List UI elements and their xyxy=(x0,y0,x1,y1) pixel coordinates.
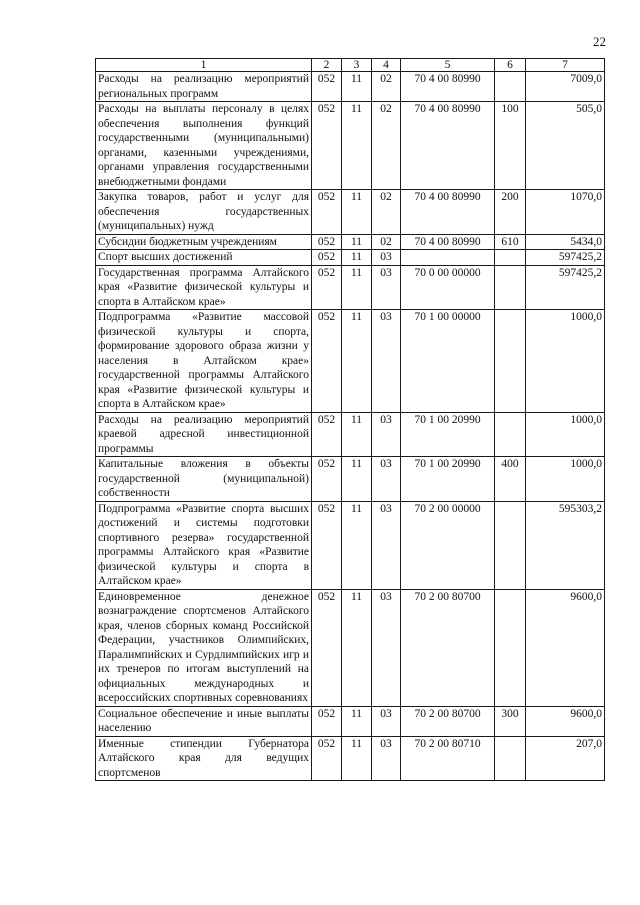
subsection-cell: 03 xyxy=(372,501,401,589)
section-cell: 11 xyxy=(342,265,372,310)
row-name-cell: Подпрограмма «Развитие спорта высших достижений и системы подготовки спортивного резерва» государственной программы Алтайского края «Развитие физической культуры и спорта в Алтайском крае» xyxy=(96,501,312,589)
code-admin-cell: 052 xyxy=(312,190,342,235)
target-item-cell: 70 4 00 80990 xyxy=(401,234,495,250)
column-header: 5 xyxy=(401,59,495,72)
subsection-cell: 03 xyxy=(372,589,401,706)
expense-type-cell xyxy=(495,310,526,413)
subsection-cell: 02 xyxy=(372,72,401,102)
amount-cell: 207,0 xyxy=(526,736,605,781)
table-body xyxy=(96,72,605,781)
table-row xyxy=(96,102,605,190)
row-name-cell: Социальное обеспечение и иные выплаты населению xyxy=(96,706,312,736)
subsection-cell: 03 xyxy=(372,310,401,413)
expense-type-cell xyxy=(495,265,526,310)
code-admin-cell: 052 xyxy=(312,501,342,589)
subsection-cell: 03 xyxy=(372,412,401,457)
target-item-cell: 70 2 00 80700 xyxy=(401,706,495,736)
subsection-cell: 03 xyxy=(372,265,401,310)
target-item-cell: 70 0 00 00000 xyxy=(401,265,495,310)
target-item-cell: 70 2 00 00000 xyxy=(401,501,495,589)
row-name-cell: Именные стипендии Губернатора Алтайского края для ведущих спортсменов xyxy=(96,736,312,781)
code-admin-cell: 052 xyxy=(312,250,342,266)
code-admin-cell: 052 xyxy=(312,310,342,413)
expense-type-cell xyxy=(495,501,526,589)
amount-cell: 5434,0 xyxy=(526,234,605,250)
table-row xyxy=(96,501,605,589)
row-name-cell: Единовременное денежное вознаграждение спортсменов Алтайского края, членов сборных команд Российской Федерации, участников Олимпийских, Паралимпийских и Сурдлимпийских игр и их тренеров по итогам выступлений на официальных международных и всероссийских спортивных соревнованиях xyxy=(96,589,312,706)
table-row xyxy=(96,234,605,250)
column-header: 4 xyxy=(372,59,401,72)
target-item-cell: 70 4 00 80990 xyxy=(401,102,495,190)
section-cell: 11 xyxy=(342,102,372,190)
expense-type-cell: 610 xyxy=(495,234,526,250)
row-name-cell: Закупка товаров, работ и услуг для обеспечения государственных (муниципальных) нужд xyxy=(96,190,312,235)
code-admin-cell: 052 xyxy=(312,706,342,736)
amount-cell: 597425,2 xyxy=(526,265,605,310)
target-item-cell: 70 1 00 20990 xyxy=(401,412,495,457)
table-row xyxy=(96,72,605,102)
table-row xyxy=(96,457,605,502)
column-header: 3 xyxy=(342,59,372,72)
row-name-cell: Государственная программа Алтайского края «Развитие физической культуры и спорта в Алтайском крае» xyxy=(96,265,312,310)
amount-cell: 9600,0 xyxy=(526,589,605,706)
expense-type-cell xyxy=(495,412,526,457)
subsection-cell: 02 xyxy=(372,234,401,250)
code-admin-cell: 052 xyxy=(312,589,342,706)
amount-cell: 597425,2 xyxy=(526,250,605,266)
table-header-row xyxy=(96,59,605,72)
page-number: 22 xyxy=(593,34,606,49)
budget-table xyxy=(95,58,605,781)
table-row xyxy=(96,250,605,266)
amount-cell: 1000,0 xyxy=(526,457,605,502)
amount-cell: 505,0 xyxy=(526,102,605,190)
code-admin-cell: 052 xyxy=(312,457,342,502)
table-row xyxy=(96,310,605,413)
expense-type-cell xyxy=(495,589,526,706)
target-item-cell: 70 4 00 80990 xyxy=(401,190,495,235)
section-cell: 11 xyxy=(342,457,372,502)
expense-type-cell xyxy=(495,250,526,266)
row-name-cell: Субсидии бюджетным учреждениям xyxy=(96,234,312,250)
code-admin-cell: 052 xyxy=(312,736,342,781)
target-item-cell: 70 1 00 00000 xyxy=(401,310,495,413)
code-admin-cell: 052 xyxy=(312,72,342,102)
code-admin-cell: 052 xyxy=(312,234,342,250)
code-admin-cell: 052 xyxy=(312,102,342,190)
target-item-cell: 70 2 00 80700 xyxy=(401,589,495,706)
row-name-cell: Расходы на реализацию мероприятий краевой адресной инвестиционной программы xyxy=(96,412,312,457)
target-item-cell xyxy=(401,250,495,266)
code-admin-cell: 052 xyxy=(312,265,342,310)
section-cell: 11 xyxy=(342,190,372,235)
row-name-cell: Расходы на реализацию мероприятий региональных программ xyxy=(96,72,312,102)
section-cell: 11 xyxy=(342,501,372,589)
amount-cell: 1000,0 xyxy=(526,310,605,413)
table-row xyxy=(96,706,605,736)
expense-type-cell: 200 xyxy=(495,190,526,235)
column-header: 6 xyxy=(495,59,526,72)
expense-type-cell: 300 xyxy=(495,706,526,736)
subsection-cell: 03 xyxy=(372,250,401,266)
target-item-cell: 70 2 00 80710 xyxy=(401,736,495,781)
row-name-cell: Спорт высших достижений xyxy=(96,250,312,266)
expense-type-cell xyxy=(495,736,526,781)
expense-type-cell xyxy=(495,72,526,102)
amount-cell: 1000,0 xyxy=(526,412,605,457)
column-header: 7 xyxy=(526,59,605,72)
section-cell: 11 xyxy=(342,250,372,266)
code-admin-cell: 052 xyxy=(312,412,342,457)
expense-type-cell: 100 xyxy=(495,102,526,190)
section-cell: 11 xyxy=(342,736,372,781)
row-name-cell: Капитальные вложения в объекты государственной (муниципальной) собственности xyxy=(96,457,312,502)
target-item-cell: 70 1 00 20990 xyxy=(401,457,495,502)
section-cell: 11 xyxy=(342,412,372,457)
row-name-cell: Расходы на выплаты персоналу в целях обеспечения выполнения функций государственными (муниципальными) органами, казенными учреждениями, органами управления государственными внебюджетными фондами xyxy=(96,102,312,190)
amount-cell: 9600,0 xyxy=(526,706,605,736)
subsection-cell: 03 xyxy=(372,457,401,502)
table-row xyxy=(96,589,605,706)
expense-type-cell: 400 xyxy=(495,457,526,502)
column-header: 2 xyxy=(312,59,342,72)
section-cell: 11 xyxy=(342,706,372,736)
section-cell: 11 xyxy=(342,589,372,706)
subsection-cell: 02 xyxy=(372,190,401,235)
amount-cell: 1070,0 xyxy=(526,190,605,235)
amount-cell: 595303,2 xyxy=(526,501,605,589)
subsection-cell: 03 xyxy=(372,736,401,781)
subsection-cell: 02 xyxy=(372,102,401,190)
table-row xyxy=(96,265,605,310)
target-item-cell: 70 4 00 80990 xyxy=(401,72,495,102)
table-row xyxy=(96,190,605,235)
section-cell: 11 xyxy=(342,234,372,250)
subsection-cell: 03 xyxy=(372,706,401,736)
row-name-cell: Подпрограмма «Развитие массовой физической культуры и спорта, формирование здорового образа жизни у населения в Алтайском крае» государственной программы Алтайского края «Развитие физической культуры и спорта в Алтайском крае» xyxy=(96,310,312,413)
section-cell: 11 xyxy=(342,72,372,102)
column-header: 1 xyxy=(96,59,312,72)
table-row xyxy=(96,412,605,457)
table-row xyxy=(96,736,605,781)
section-cell: 11 xyxy=(342,310,372,413)
amount-cell: 7009,0 xyxy=(526,72,605,102)
